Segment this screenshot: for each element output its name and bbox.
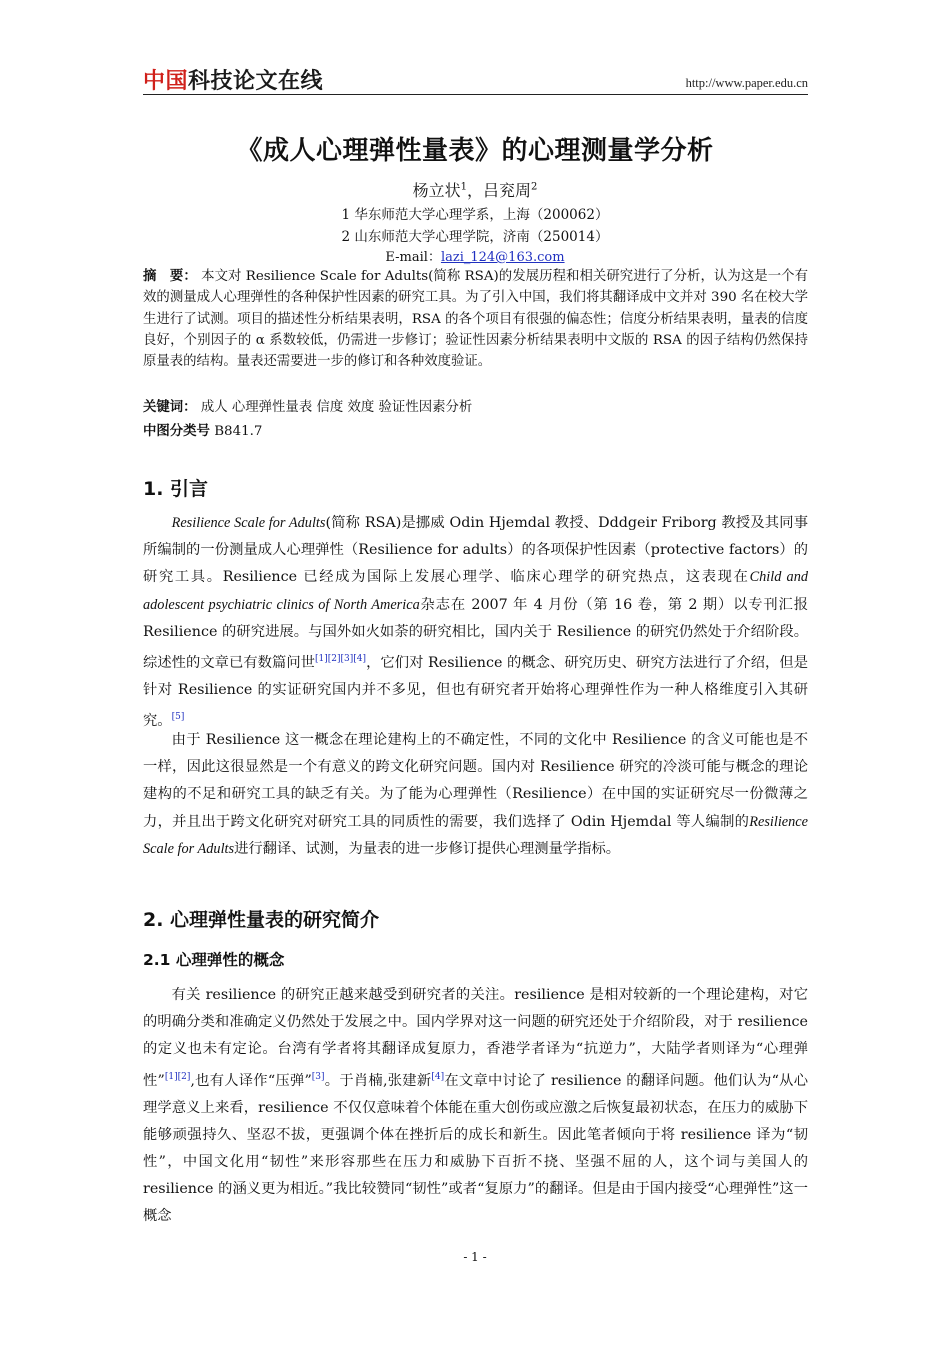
classification-code: B841.7: [214, 424, 263, 439]
italic-title: Resilience Scale for Adults: [171, 515, 326, 531]
text-span: 在文章中讨论了 resilience 的翻译问题。他们认为“从心理学意义上来看，resilience 不仅仅意味着个体能在重大创伤或应激之后恢复最初状态，在压力的威胁下能够顽强持久、坚忍不拔，更强调个体在挫折后的成长和新生。因此笔者倾向于将 resilience 译为“韧性”，中国文化用“韧性”来形容那些在压力和威胁下百折不挠、坚强不屈的人，这个词与美国人的 resilience 的涵义更为相近。”我比较赞同“韧性”或者“复原力”的翻译。但是由于国内接受“心理弹性”这一概念: [143, 1072, 809, 1225]
section-1-heading: 1. 引言: [143, 478, 209, 500]
site-header: [143, 62, 808, 95]
text-span: ，它们对 Resilience 的概念、研究历史、研究方法进行了介绍，但是针对 Resilience 的实证研究国内并不多见，但也有研究者开始将心理弹性作为一种人格维度引入其研究。: [143, 654, 808, 729]
classification: [143, 420, 808, 439]
logo-text-black: 科技论文在线: [188, 69, 324, 94]
author-2-affil: 2: [531, 181, 538, 193]
site-logo[interactable]: [143, 64, 323, 95]
affiliation-1: 1 华东师范大学心理学系，上海（200062）: [341, 207, 609, 223]
section-1-paragraph-1: [143, 510, 808, 735]
citation-link[interactable]: [1][2]: [164, 1071, 191, 1082]
abstract-label: 摘 要：: [143, 269, 197, 284]
page-number: - 1 -: [463, 1250, 487, 1264]
author-2: 吕兖周: [483, 181, 532, 200]
citation-link[interactable]: [3]: [311, 1071, 325, 1082]
citation-link[interactable]: [1][2][3][4]: [315, 654, 367, 665]
author-1: 杨立状: [412, 181, 461, 200]
author-line: [0, 178, 950, 201]
italic-title: Resilience Scale for Adults: [143, 813, 808, 857]
paper-title: 《成人心理弹性量表》的心理测量学分析: [236, 136, 714, 166]
citation-link[interactable]: [5]: [171, 712, 185, 723]
abstract: [143, 266, 808, 372]
section-1-paragraph-2: [143, 727, 808, 863]
author-1-affil: 1: [460, 181, 467, 193]
section-2-heading: 2. 心理弹性量表的研究简介: [143, 909, 380, 931]
keywords-label: 关键词：: [143, 400, 197, 415]
citation-link[interactable]: [4]: [431, 1071, 445, 1082]
affiliation-2: 2 山东师范大学心理学院，济南（250014）: [341, 229, 609, 245]
text-span: (简称 RSA)是挪威 Odin Hjemdal 教授、Dddgeir Friborg 教授及其同事所编制的一份测量成人心理弹性（Resilience for adults）的各项保护性因素（protective factors）的研究工具。Resilience 已经成为国际上发展心理学、临床心理学的研究热点，这表现在: [143, 515, 808, 586]
text-span: 有关 resilience 的研究正越来越受到研究者的关注。resilience 是相对较新的一个理论建构，对它的明确分类和准确定义仍然处于发展之中。国内学界对这一问题的研究还处于介绍阶段，对于 resilience 的定义也未有定论。台湾有学者将其翻译成复原力，香港学者译为“抗逆力”，大陆学者则译为“心理弹性”: [143, 987, 808, 1089]
subsection-2-1-heading: 2.1 心理弹性的概念: [143, 951, 285, 969]
author-separator: ，: [466, 181, 483, 200]
keywords-text: 成人 心理弹性量表 信度 效度 验证性因素分析: [200, 400, 473, 415]
email-line: [0, 246, 950, 265]
email-label: E-mail：: [385, 250, 441, 265]
text-span: 进行翻译、试测，为量表的进一步修订提供心理测量学指标。: [234, 840, 621, 857]
logo-text-red: 中国: [143, 69, 189, 94]
text-span: ,也有人译作“压弹”: [190, 1072, 312, 1089]
email-link[interactable]: lazi_124@163.com: [440, 250, 565, 265]
section-2-paragraph-1: [143, 982, 808, 1231]
abstract-text: 本文对 Resilience Scale for Adults(简称 RSA)的发展历程和相关研究进行了分析，认为这是一个有效的测量成人心理弹性的各种保护性因素的研究工具。为了引入中国，我们将其翻译成中文并对 390 名在校大学生进行了试测。项目的描述性分析结果表明，RSA 的各个项目有很强的偏态性；信度分析结果表明，量表的信度良好，个别因子的 α 系数较低，仍需进一步修订；验证性因素分析结果表明中文版的 RSA 的因子结构仍然保持原量表的结构。量表还需要进一步的修订和各种效度验证。: [143, 269, 809, 370]
italic-journal: Child and adolescent psychiatric clinics of North America: [143, 569, 809, 613]
text-span: 杂志在 2007 年 4 月份（第 16 卷，第 2 期）以专刊汇报 Resilience 的研究进展。与国外如火如荼的研究相比，国内关于 Resilience 的研究仍然处于介绍阶段。综述性的文章已有数篇问世: [143, 596, 808, 671]
keywords: [143, 396, 808, 415]
text-span: 由于 Resilience 这一概念在理论建构上的不确定性，不同的文化中 Resilience 的含义可能也是不一样，因此这很显然是一个有意义的跨文化研究问题。国内对 Resilience 研究的冷淡可能与概念的理论建构的不足和研究工具的缺乏有关。为了能为心理弹性（Resilience）在中国的实证研究尽一份微薄之力，并且出于跨文化研究对研究工具的同质性的需要，我们选择了 Odin Hjemdal 等人编制的: [143, 732, 808, 830]
text-span: 。于肖楠,张建新: [324, 1072, 432, 1089]
classification-label: 中图分类号: [143, 424, 210, 439]
site-url[interactable]: http://www.paper.edu.cn: [685, 76, 808, 90]
